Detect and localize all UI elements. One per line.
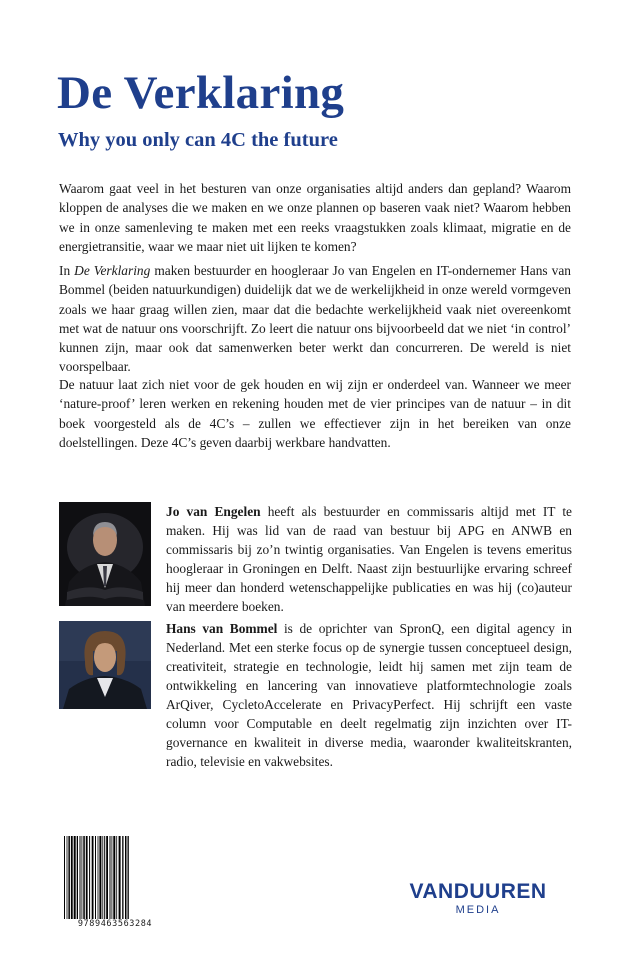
barcode-bar bbox=[122, 836, 123, 922]
blurb-paragraph-1: Waarom gaat veel in het besturen van onze organisaties altijd anders dan gepland? Waarom kloppen de analyses die we maken en we onze plannen op baseren vaak niet? Waarom hebben we in onze samenleving te maken met een reeks vraagstukken zoals klimaat, migratie en de energietransitie, waar we maar niet uit lijken te komen? bbox=[59, 181, 571, 254]
author-bio-hans-van-bommel bbox=[166, 619, 572, 771]
barcode-bar bbox=[83, 836, 85, 922]
barcode-bar bbox=[95, 836, 96, 922]
publisher-logo bbox=[398, 880, 558, 917]
paragraph-rest: maken bestuurder en hoogleraar Jo van Engelen en IT-ondernemer Hans van Bommel (beiden natuurkundigen) duidelijk dat we de werkelijkheid in onze wereld vormgeven zoals we haar graag willen zien, maar dat die bedachte werkelijkheid vaak niet overeenkomt met wat de natuur ons voorschrijft. Zo leert die natuur ons bijvoorbeeld dat we niet ‘in control’ kunnen zijn, maar ook dat samenwerken beter werkt dan concurreren. De wereld is niet voorspelbaar. bbox=[59, 263, 571, 375]
book-subtitle: Why you only can 4C the future bbox=[58, 129, 338, 151]
publisher-subname: MEDIA bbox=[455, 904, 501, 916]
isbn-number: 9789463563284 bbox=[62, 919, 168, 929]
barcode-bar bbox=[92, 836, 94, 922]
barcode-bar bbox=[106, 836, 108, 922]
author-name: Hans van Bommel bbox=[166, 621, 278, 636]
barcode-bar bbox=[128, 836, 129, 922]
barcode-bar bbox=[89, 836, 90, 922]
barcode-bar bbox=[74, 836, 76, 922]
barcode-bar bbox=[71, 836, 73, 922]
barcode-bar bbox=[86, 836, 88, 922]
barcode-bar bbox=[99, 836, 101, 922]
book-title-inline: De Verklaring bbox=[74, 263, 151, 278]
blurb-paragraph-3: De natuur laat zich niet voor de gek houden en wij zijn er onderdeel van. Wanneer we meer ‘nature-proof’ leren werken en rekening houden met de vier principes van de natuur – in dit boek voorgesteld als de 4C’s – zullen we effectiever zijn in het bereiken van onze doelstellingen. Deze 4C’s geven daarbij werkbare handvatten. bbox=[59, 377, 571, 450]
barcode-bar bbox=[104, 836, 105, 922]
barcode-bar bbox=[77, 836, 78, 922]
barcode-bar bbox=[113, 836, 115, 922]
barcode-bar bbox=[102, 836, 103, 922]
author-bio-text: heeft als bestuurder en commissaris altijd met IT te maken. Hij was lid van de raad van bestuur bij APG en ANWB en commissaris bij zo’n twintig organisaties. Van Engelen is tevens emeritus hoogleraar in Groningen en Delft. Naast zijn bestuurlijke ervaring schreef hij meer dan honderd wetenschappelijke publicaties en was hij (co)auteur van meerdere boeken. bbox=[166, 504, 573, 614]
barcode-bar bbox=[125, 836, 127, 922]
author-photo-jo-van-engelen bbox=[59, 502, 151, 606]
barcode-bar bbox=[67, 836, 68, 922]
barcode-bar bbox=[68, 836, 70, 922]
isbn-barcode bbox=[62, 836, 168, 930]
blurb-paragraph-2 bbox=[59, 261, 571, 377]
barcode-bar bbox=[98, 836, 99, 922]
author-bio-jo-van-engelen bbox=[166, 502, 572, 616]
barcode-bars bbox=[62, 836, 168, 922]
barcode-bar bbox=[119, 836, 121, 922]
barcode-bar bbox=[64, 836, 65, 922]
book-title: De Verklaring bbox=[57, 67, 345, 119]
author-photo-hans-van-bommel bbox=[59, 621, 151, 709]
barcode-bar bbox=[82, 836, 83, 922]
barcode-bar bbox=[110, 836, 111, 922]
author-bio-text: is de oprichter van SpronQ, een digital agency in Nederland. Met een sterke focus op de synergie tussen conceptueel design, creativiteit, strategie en technologie, leidt hij samen met zijn team de ontwikkeling en lancering van innovatieve platformtechnologie zoals ArQiver, CycletoAccelerate en PrivacyPerfect. Hij schrijft een vaste column voor Computable en deelt regelmatig zijn inzichten over IT-governance en kwaliteit in diverse media, waaronder kwaliteitskranten, radio, televisie en vakwebsites. bbox=[166, 621, 572, 769]
barcode-bar bbox=[116, 836, 117, 922]
barcode-bar bbox=[80, 836, 81, 922]
barcode-bar bbox=[112, 836, 113, 922]
publisher-name: VANDUUREN bbox=[409, 880, 547, 903]
paragraph-lead: In bbox=[59, 263, 75, 278]
author-name: Jo van Engelen bbox=[166, 504, 261, 519]
